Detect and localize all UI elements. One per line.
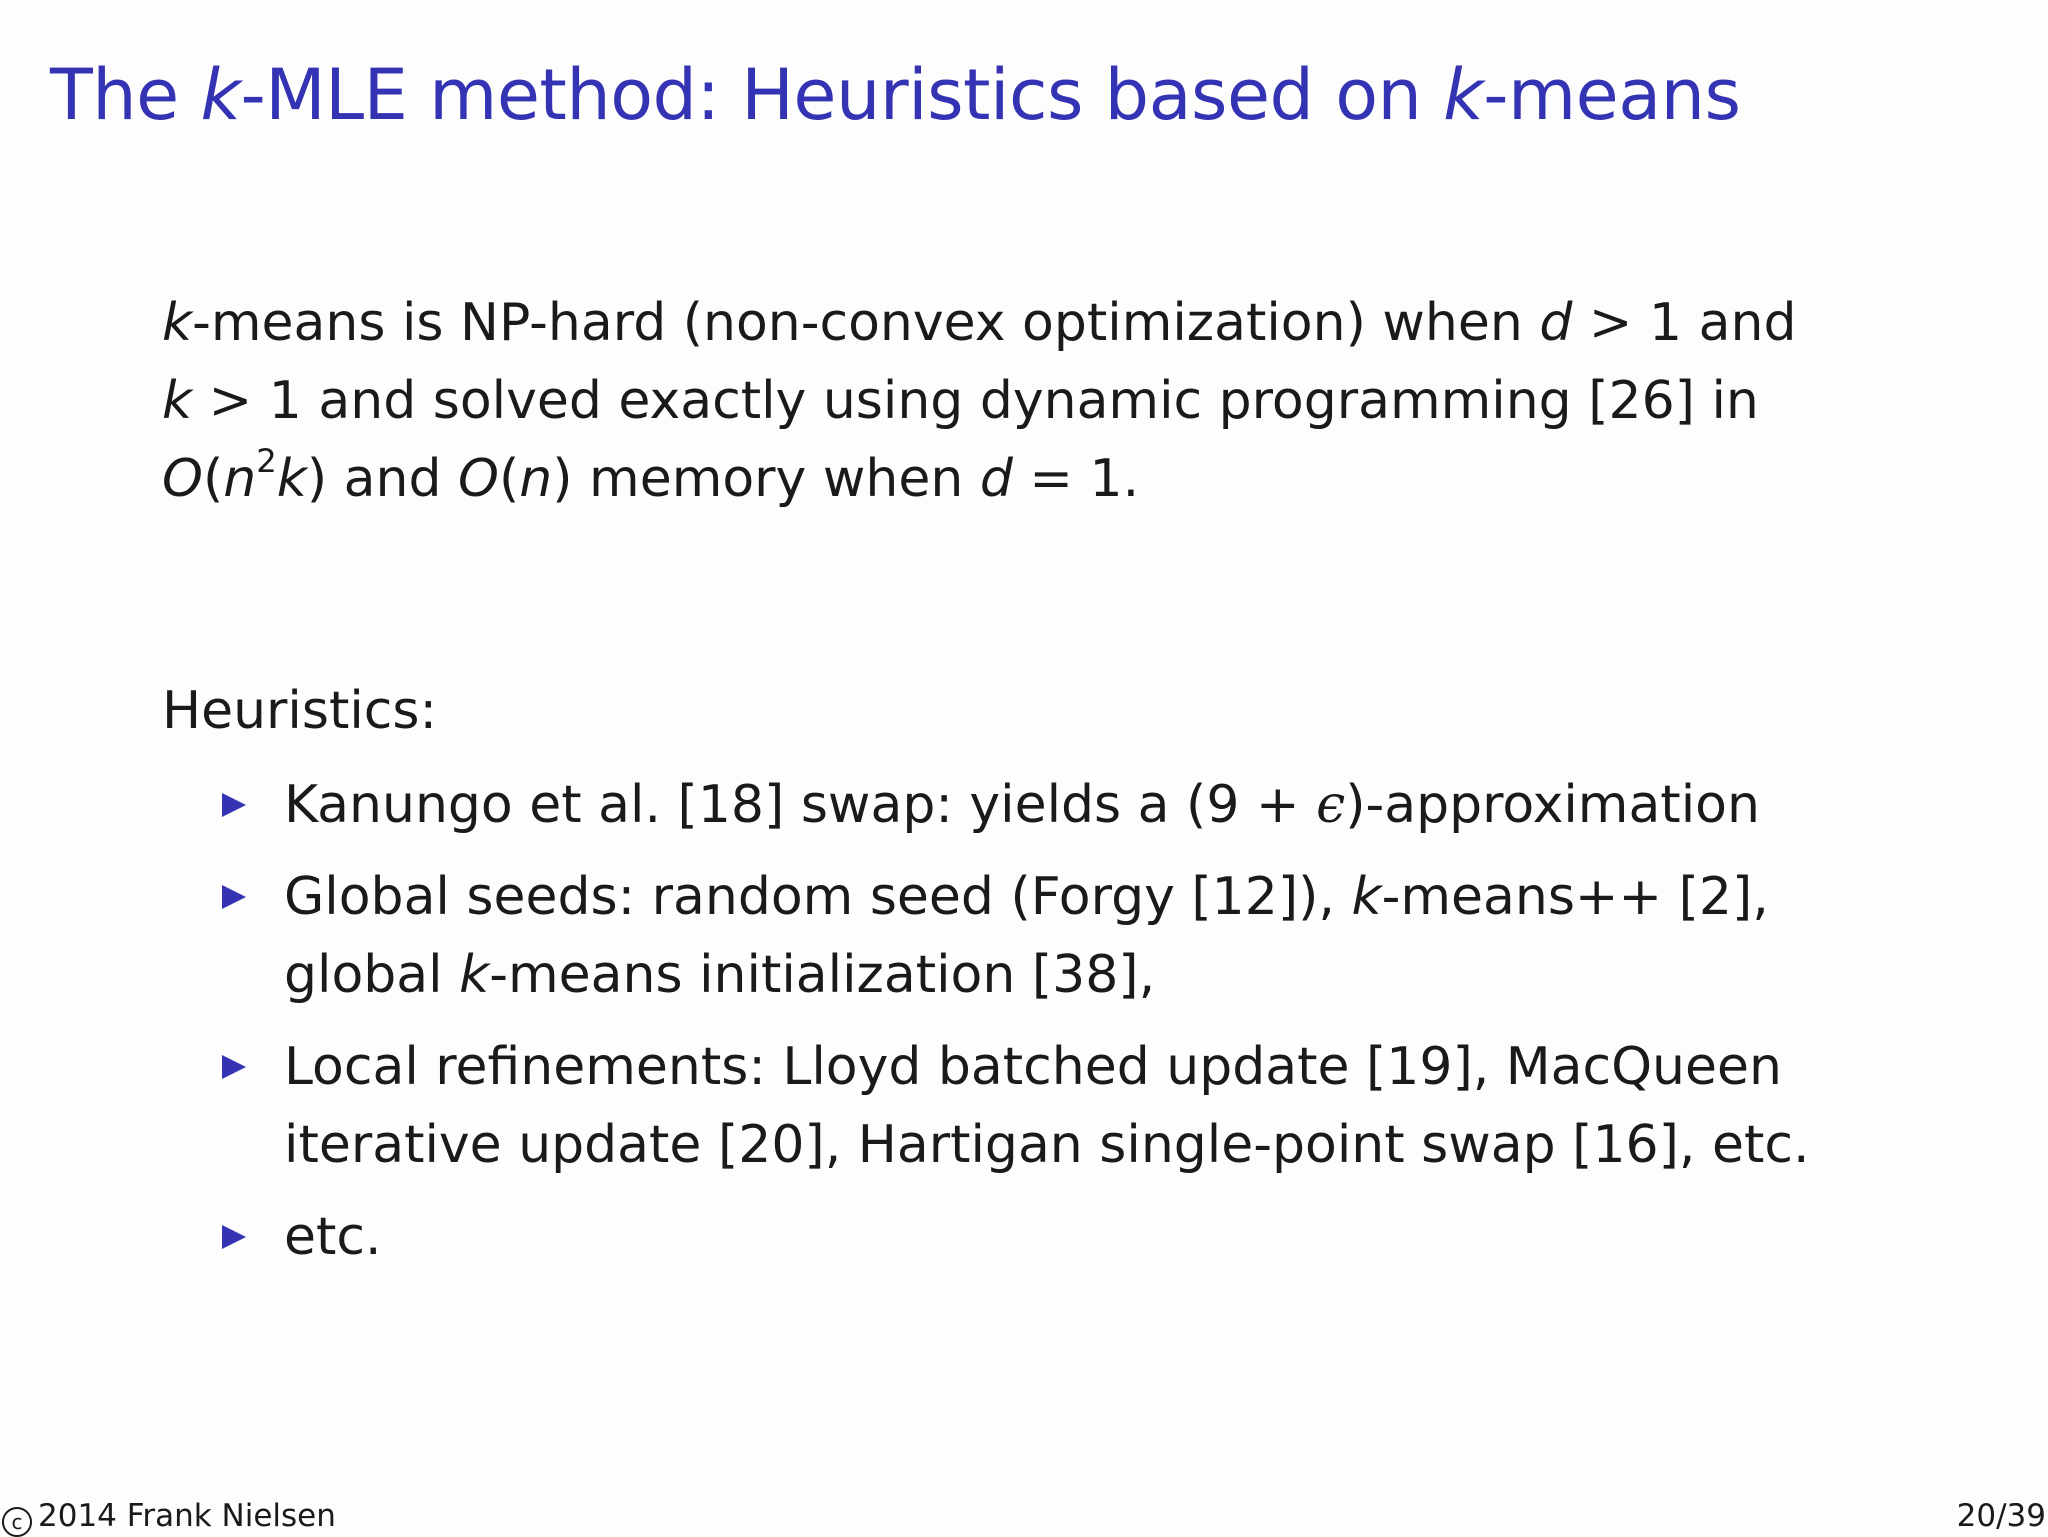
math-paren: ) [552,449,573,509]
title-k1: k [200,54,241,136]
math-epsilon: ϵ [1316,775,1346,835]
list-item-text: Kanungo et al. [18] swap: yields a (9 + [284,775,1317,835]
math-O: O [162,449,203,509]
intro-text: memory when [572,449,980,509]
intro-line-2 [162,362,1942,440]
math-k: k [162,293,193,353]
math-d: d [1539,293,1573,353]
math-k: k [459,945,490,1005]
intro-paragraph [162,284,1942,518]
list-item [162,1198,1982,1276]
list-item-text: -means initialization [38], [489,945,1156,1005]
intro-text: and [327,449,459,509]
title-part3: -means [1483,54,1741,136]
math-k: k [162,371,193,431]
math-k: k [276,449,307,509]
math-k: k [1351,867,1382,927]
math-paren: ( [202,449,224,509]
title-part1: The [50,54,201,136]
math-O: O [458,449,499,509]
intro-text: -means is NP-hard (non-convex optimization) when [192,293,1540,353]
math-one: 1 [1649,293,1683,353]
triangle-bullet-icon [222,1055,246,1079]
math-gt: > [192,371,269,431]
intro-text: 1 and solved exactly using dynamic programming [26] in [268,371,1759,431]
footer-copyright [2,1498,336,1537]
math-superscript: 2 [256,441,277,480]
list-item-line: iterative update [20], Hartigan single-point swap [16], etc. [284,1115,1810,1175]
footer-author: 2014 Frank Nielsen [38,1498,336,1534]
intro-text: 1. [1089,449,1140,509]
list-item-text: global [284,945,460,1005]
list-item-text: -means++ [2], [1381,867,1769,927]
list-item-line [284,766,1982,844]
math-paren: ) [306,449,328,509]
intro-line-3 [162,440,1942,518]
slide-title [50,52,1740,138]
triangle-bullet-icon [222,793,246,817]
page-number: 20/39 [1956,1498,2046,1534]
math-gt: > [1572,293,1650,353]
math-n: n [519,449,553,509]
list-item [162,858,1982,1014]
list-item-line: Local refinements: Lloyd batched update [19], MacQueen [284,1037,1782,1097]
intro-text: and [1682,293,1797,353]
list-item-text: Global seeds: random seed (Forgy [12]), [284,867,1352,927]
title-part2: -MLE method: Heuristics based on [240,54,1444,136]
math-d: d [979,449,1013,509]
math-n: n [223,449,257,509]
heuristics-label: Heuristics: [162,681,438,741]
list-item-line [284,936,1982,1014]
triangle-bullet-icon [222,1225,246,1249]
title-k2: k [1443,54,1484,136]
list-item-line [284,858,1982,936]
heuristics-list [162,766,1982,1290]
math-eq: = [1012,449,1090,509]
list-item-text: )-approximation [1345,775,1760,835]
math-paren: ( [498,449,520,509]
intro-line-1 [162,284,1942,362]
copyright-icon: c [2,1507,32,1537]
triangle-bullet-icon [222,885,246,909]
list-item [162,1028,1982,1184]
list-item [162,766,1982,844]
list-item-line: etc. [284,1207,382,1267]
